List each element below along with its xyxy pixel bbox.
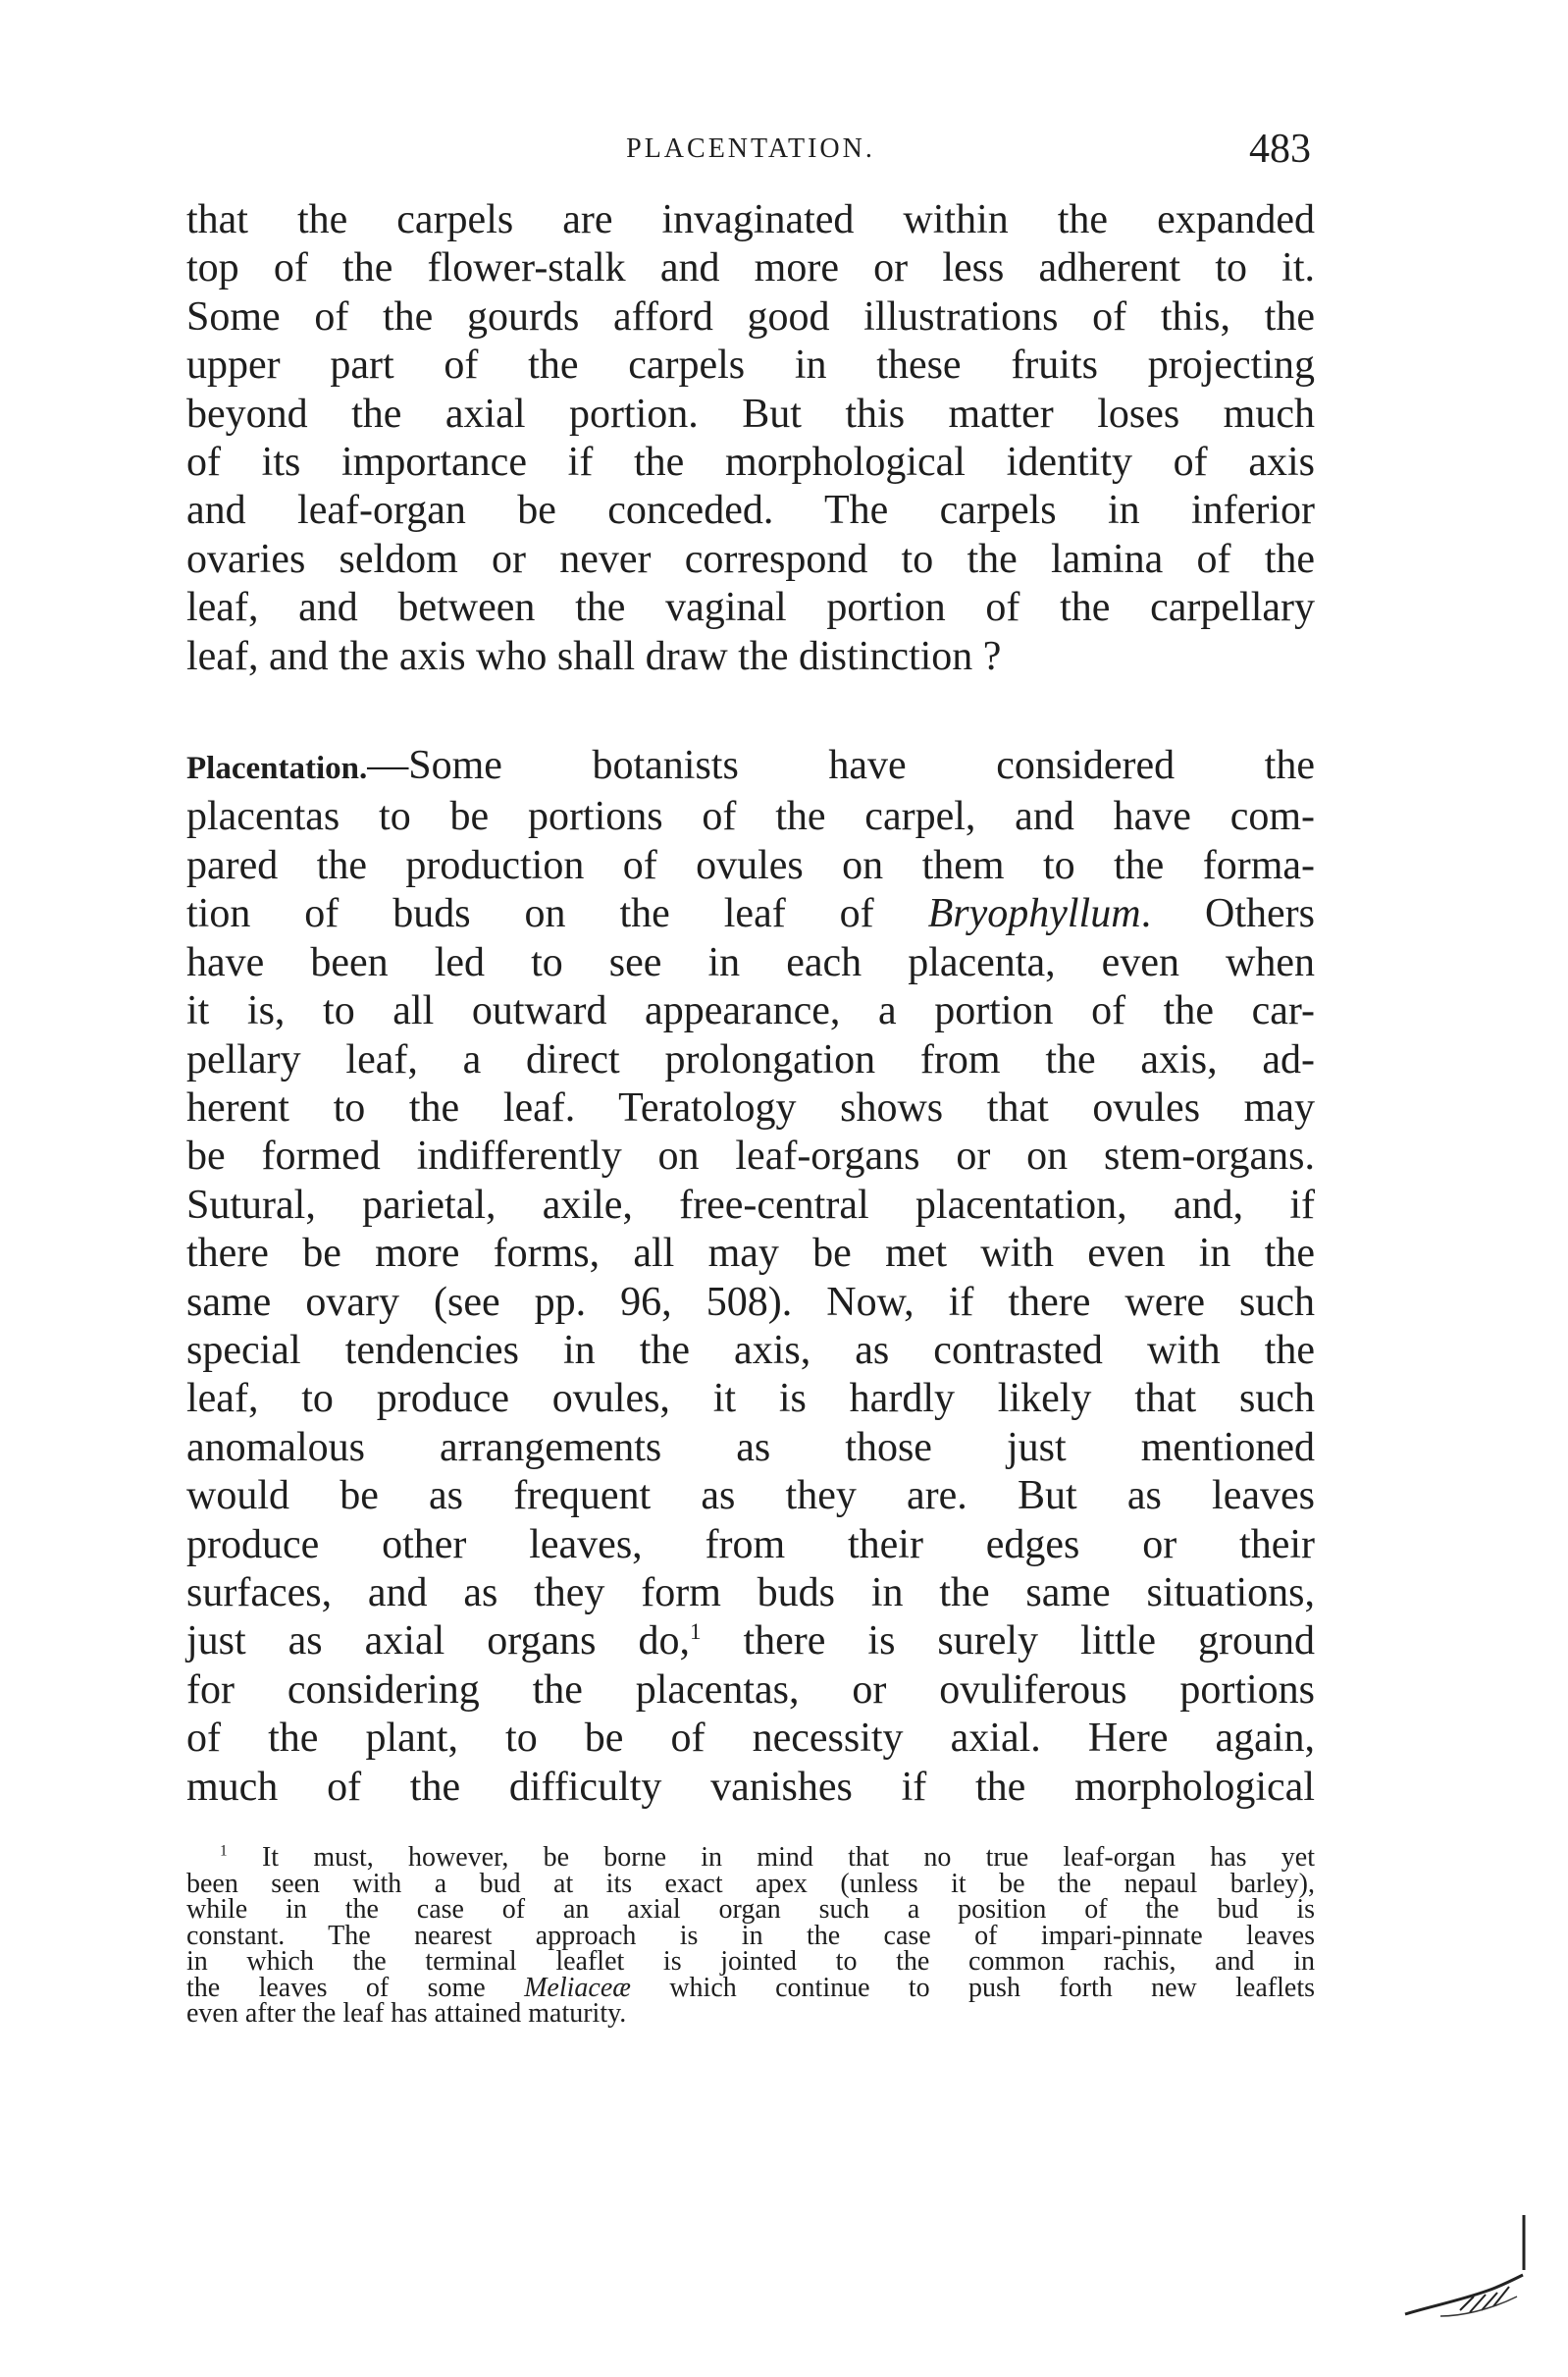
footnotes: [186, 1842, 1315, 2029]
text-line: and leaf-organ be conceded. The carpels in inferior: [186, 488, 1315, 534]
text-line: special tendencies in the axis, as contrasted with the: [186, 1327, 1315, 1373]
text-line: leaf, and between the vaginal portion of the carpellary: [186, 585, 1315, 631]
text-line: pared the production of ovules on them to the forma-: [186, 842, 1315, 888]
text-line: beyond the axial portion. But this matter loses much: [186, 391, 1315, 437]
text-line: leaf, and the axis who shall draw the distinction ?: [186, 633, 1002, 679]
text-line: much of the difficulty vanishes if the morphological: [186, 1764, 1315, 1810]
text-line: be formed indifferently on leaf-organs or on stem-organs.: [186, 1134, 1315, 1180]
text-line: ovaries seldom or never correspond to the lamina of the: [186, 536, 1315, 582]
text-run: It must, however, be borne in mind that no true leaf-organ has yet: [227, 1842, 1315, 1873]
text-line: would be as frequent as they are. But as leaves: [186, 1473, 1315, 1519]
text-line: same ovary (see pp. 96, 508). Now, if there were such: [186, 1279, 1315, 1325]
text-run: there is surely little ground: [701, 1618, 1315, 1664]
pen-scribble-mark: [1401, 2267, 1529, 2326]
footnote-marker: 1: [220, 1842, 228, 1860]
book-page: [186, 118, 1315, 2277]
page-number: 483: [1249, 127, 1311, 172]
footnote-line: constant. The nearest approach is in the case of impari-pinnate leaves: [186, 1920, 1315, 1951]
footnote-line: been seen with a bud at its exact apex (unless it be the nepaul barley),: [186, 1868, 1315, 1899]
text-line: it is, to all outward appearance, a portion of the car-: [186, 988, 1315, 1034]
section-heading: Placentation.: [186, 751, 368, 787]
text-run: . Others: [1140, 891, 1315, 937]
text-line: placentas to be portions of the carpel, and have com-: [186, 794, 1315, 840]
text-line: Sutural, parietal, axile, free-central placentation, and, if: [186, 1182, 1315, 1228]
text-line: pellary leaf, a direct prolongation from the axis, ad-: [186, 1036, 1315, 1083]
text-line: of the plant, to be of necessity axial. Here again,: [186, 1716, 1315, 1762]
footnote-line: in which the terminal leaflet is jointed to the common rachis, and in: [186, 1946, 1315, 1977]
text-line: [186, 1617, 1315, 1665]
text-line: herent to the leaf. Teratology shows that ovules may: [186, 1084, 1315, 1131]
footnote-reference: 1: [689, 1618, 702, 1645]
section-first-line: [186, 742, 1315, 793]
footnote-line: while in the case of an axial organ such a position of the bud is: [186, 1894, 1315, 1925]
footnote-line: even after the leaf has attained maturity.: [186, 1998, 627, 2029]
italic-term: Bryophyllum: [927, 891, 1141, 937]
text-line: there be more forms, all may be met with even in the: [186, 1231, 1315, 1277]
text-run: tion of buds on the leaf of: [186, 891, 928, 937]
text-run: just as axial organs do,: [186, 1618, 690, 1664]
paragraph-gap: [186, 681, 1315, 742]
text-line: leaf, to produce ovules, it is hardly likely that such: [186, 1376, 1315, 1422]
text-line: for considering the placentas, or ovuliferous portions: [186, 1666, 1315, 1713]
text-line: top of the flower-stalk and more or less adherent to it.: [186, 245, 1315, 291]
running-title: PLACENTATION.: [626, 133, 875, 164]
italic-term: Meliaceæ: [524, 1972, 631, 2003]
page-edge-mark: [1519, 2213, 1529, 2272]
text-line: produce other leaves, from their edges or their: [186, 1521, 1315, 1567]
text-run: the leaves of some: [186, 1972, 525, 2003]
text-line: that the carpels are invaginated within the expanded: [186, 197, 1315, 242]
text-run: which continue to push forth new leaflets: [630, 1972, 1315, 2003]
text-line: of its importance if the morphological identity of axis: [186, 440, 1315, 486]
text-line: surfaces, and as they form buds in the same situations,: [186, 1569, 1315, 1615]
text-line: [186, 890, 1315, 938]
text-line: anomalous arrangements as those just mentioned: [186, 1424, 1315, 1470]
body-text: [186, 196, 1315, 1812]
text-line: Some of the gourds afford good illustrations of this, the: [186, 293, 1315, 340]
running-head: [186, 126, 1315, 175]
text-run: —Some botanists have considered the: [367, 743, 1315, 789]
footnote-line: [186, 1842, 1315, 1873]
text-line: have been led to see in each placenta, even when: [186, 939, 1315, 985]
text-line: upper part of the carpels in these fruits projecting: [186, 343, 1315, 389]
